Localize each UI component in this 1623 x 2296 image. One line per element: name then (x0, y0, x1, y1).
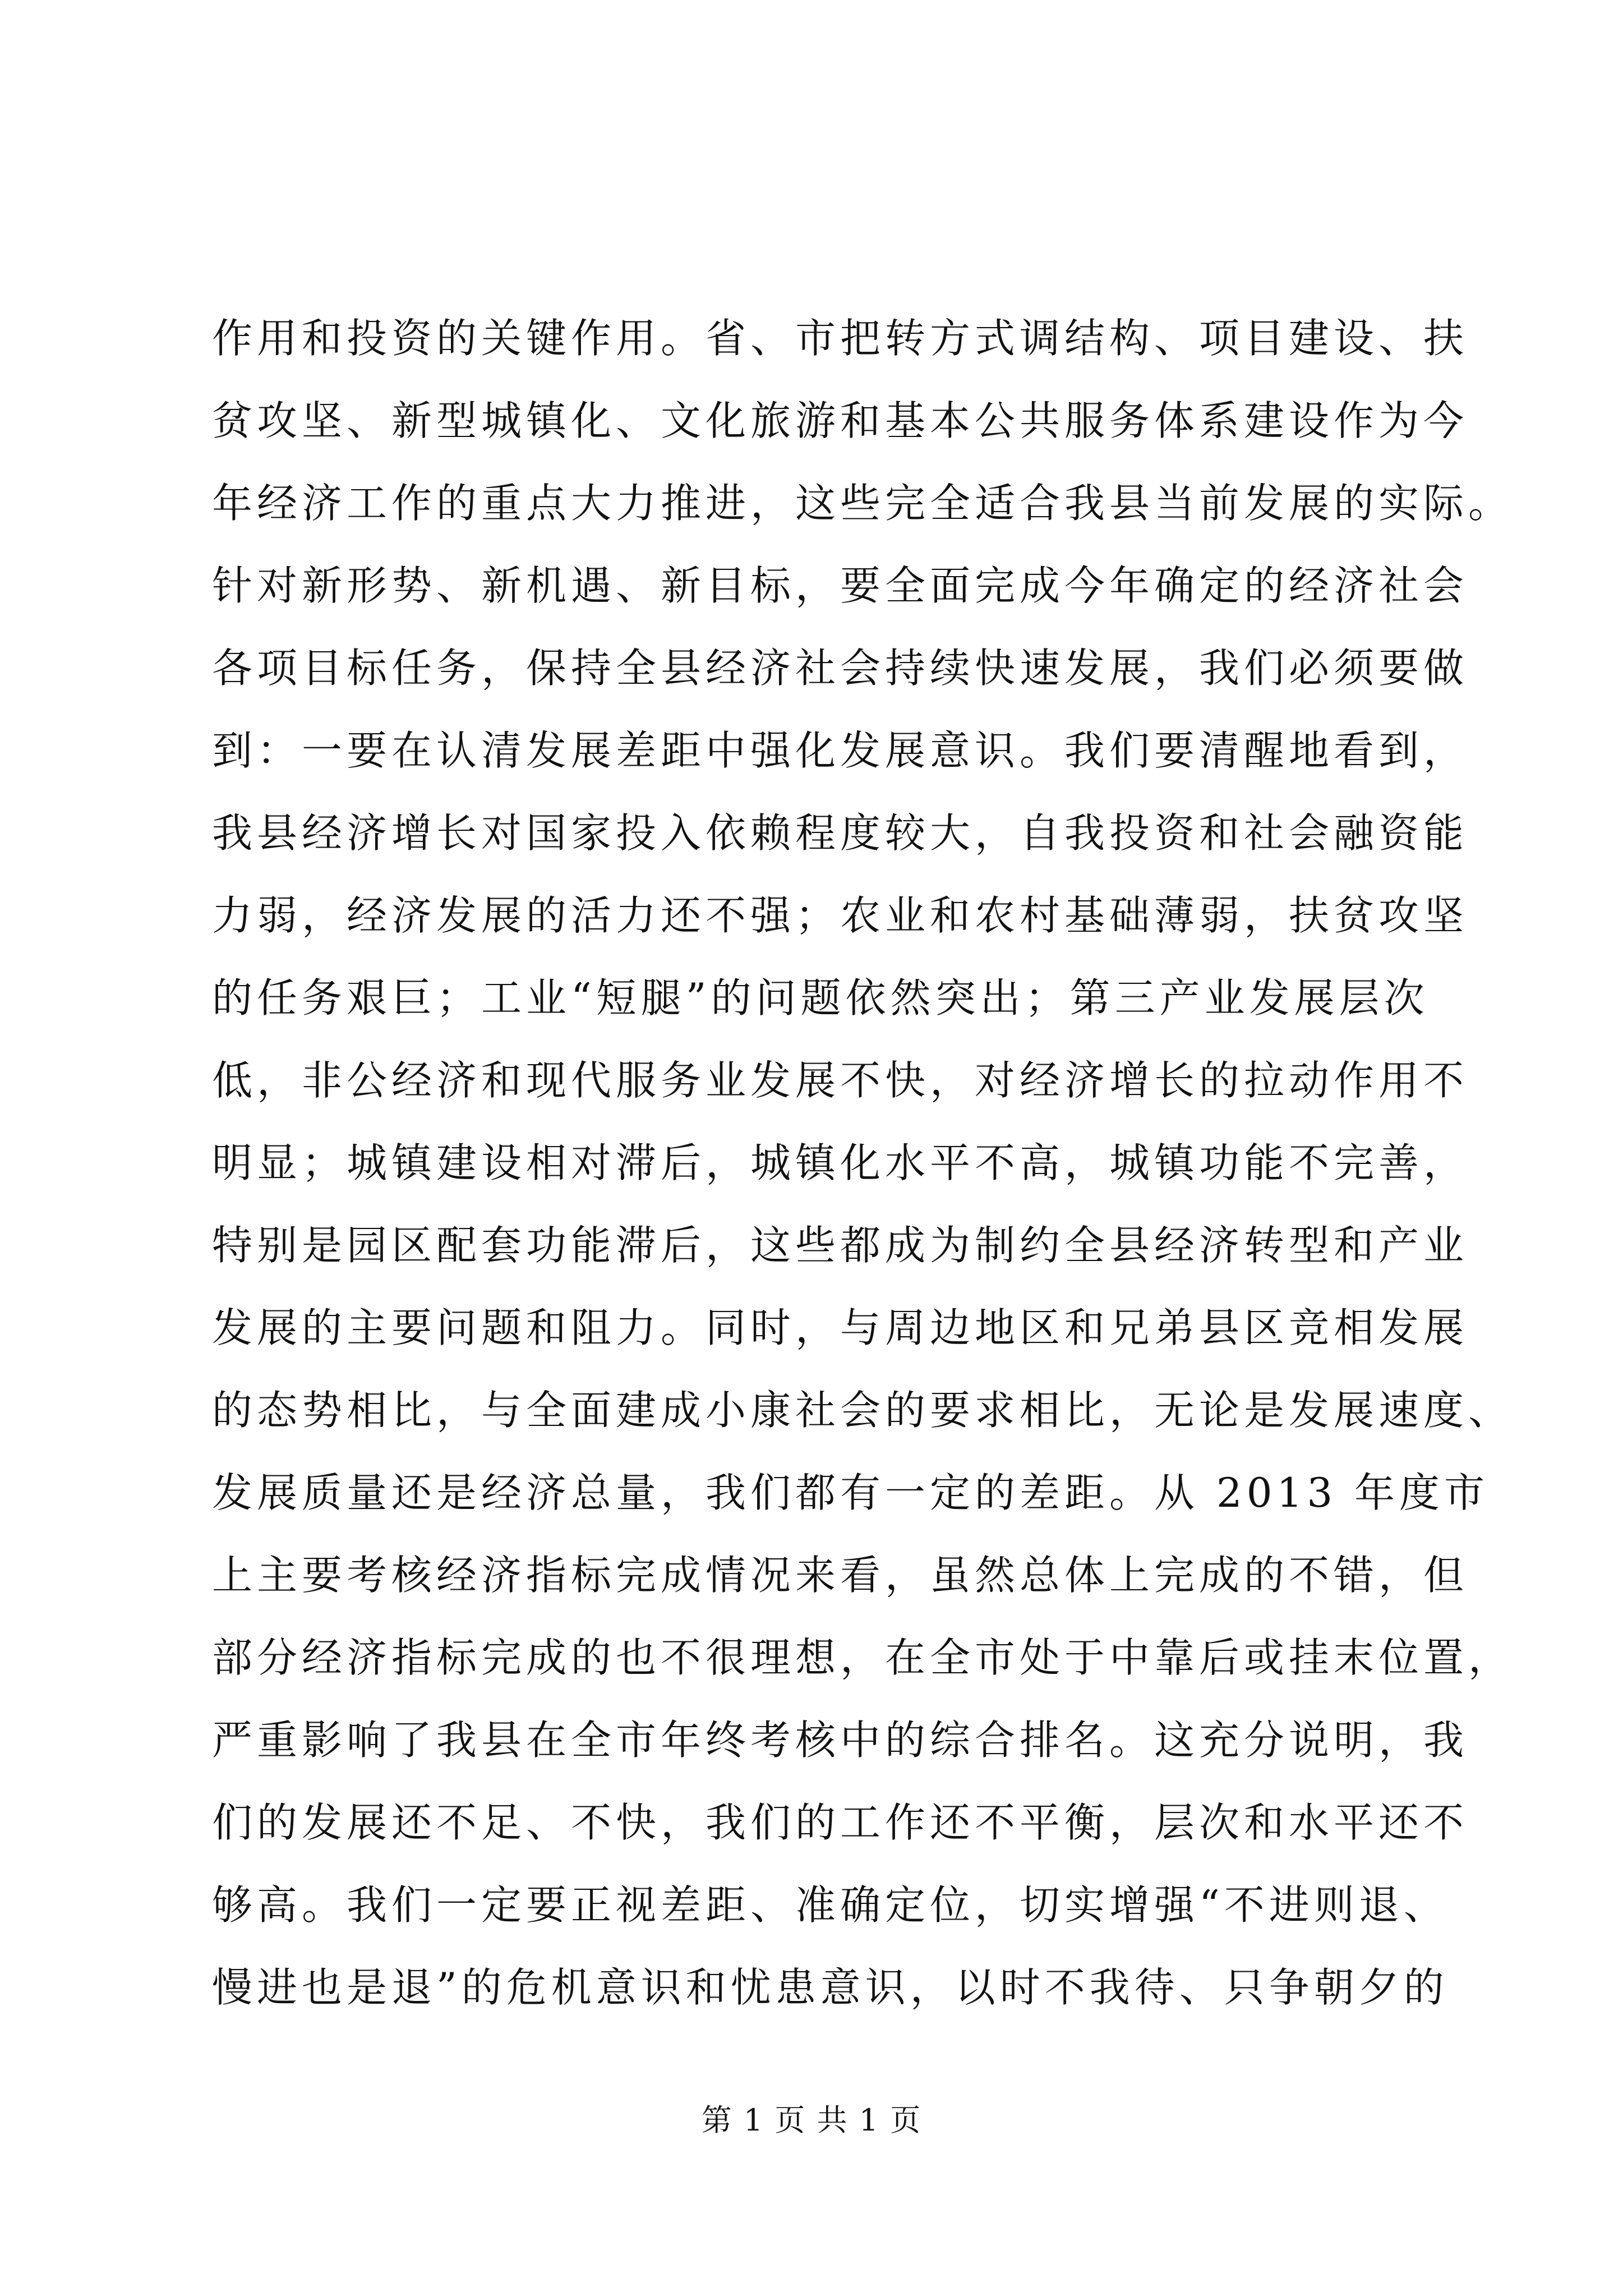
text-line: 部分经济指标完成的也不很理想，在全市处于中靠后或挂末位置， (212, 1634, 1514, 1681)
text-line: 严重影响了我县在全市年终考核中的综合排名。这充分说明，我 (212, 1717, 1469, 1764)
text-line: 上主要考核经济指标完成情况来看，虽然总体上完成的不错，但 (212, 1552, 1469, 1599)
text-line: 们的发展还不足、不快，我们的工作还不平衡，层次和水平还不 (212, 1799, 1469, 1846)
text-line: 贫攻坚、新型城镇化、文化旅游和基本公共服务体系建设作为今 (212, 397, 1469, 444)
text-line: 年经济工作的重点大力推进，这些完全适合我县当前发展的实际。 (212, 480, 1514, 527)
text-line: 发展的主要问题和阻力。同时，与周边地区和兄弟县区竞相发展 (212, 1304, 1469, 1351)
text-line: 各项目标任务，保持全县经济社会持续快速发展，我们必须要做 (212, 645, 1469, 692)
page-footer (0, 2098, 1623, 2143)
text-line: 特别是园区配套功能滞后，这些都成为制约全县经济转型和产业 (212, 1222, 1469, 1269)
text-line: 慢进也是退”的危机意识和忧患意识，以时不我待、只争朝夕的 (212, 1964, 1449, 2011)
text-line: 到：一要在认清发展差距中强化发展意识。我们要清醒地看到， (212, 727, 1469, 774)
text-line: 低，非公经济和现代服务业发展不快，对经济增长的拉动作用不 (212, 1057, 1469, 1104)
text-line: 明显；城镇建设相对滞后，城镇化水平不高，城镇功能不完善， (212, 1139, 1469, 1186)
body-paragraph (212, 297, 1514, 2029)
text-line: 我县经济增长对国家投入依赖程度较大，自我投资和社会融资能 (212, 809, 1469, 857)
text-line: 的态势相比，与全面建成小康社会的要求相比，无论是发展速度、 (212, 1387, 1514, 1434)
text-line: 力弱，经济发展的活力还不强；农业和农村基础薄弱，扶贫攻坚 (212, 892, 1469, 939)
text-line: 够高。我们一定要正视差距、准确定位，切实增强“不进则退、 (212, 1881, 1449, 1929)
text-line: 发展质量还是经济总量，我们都有一定的差距。从 2013 年度市 (212, 1469, 1490, 1516)
page-number-label: 第 1 页 共 1 页 (701, 2102, 922, 2138)
text-line: 针对新形势、新机遇、新目标，要全面完成今年确定的经济社会 (212, 562, 1469, 609)
text-line: 的任务艰巨；工业“短腿”的问题依然突出；第三产业发展层次 (212, 974, 1429, 1022)
text-line: 作用和投资的关键作用。省、市把转方式调结构、项目建设、扶 (212, 315, 1469, 362)
